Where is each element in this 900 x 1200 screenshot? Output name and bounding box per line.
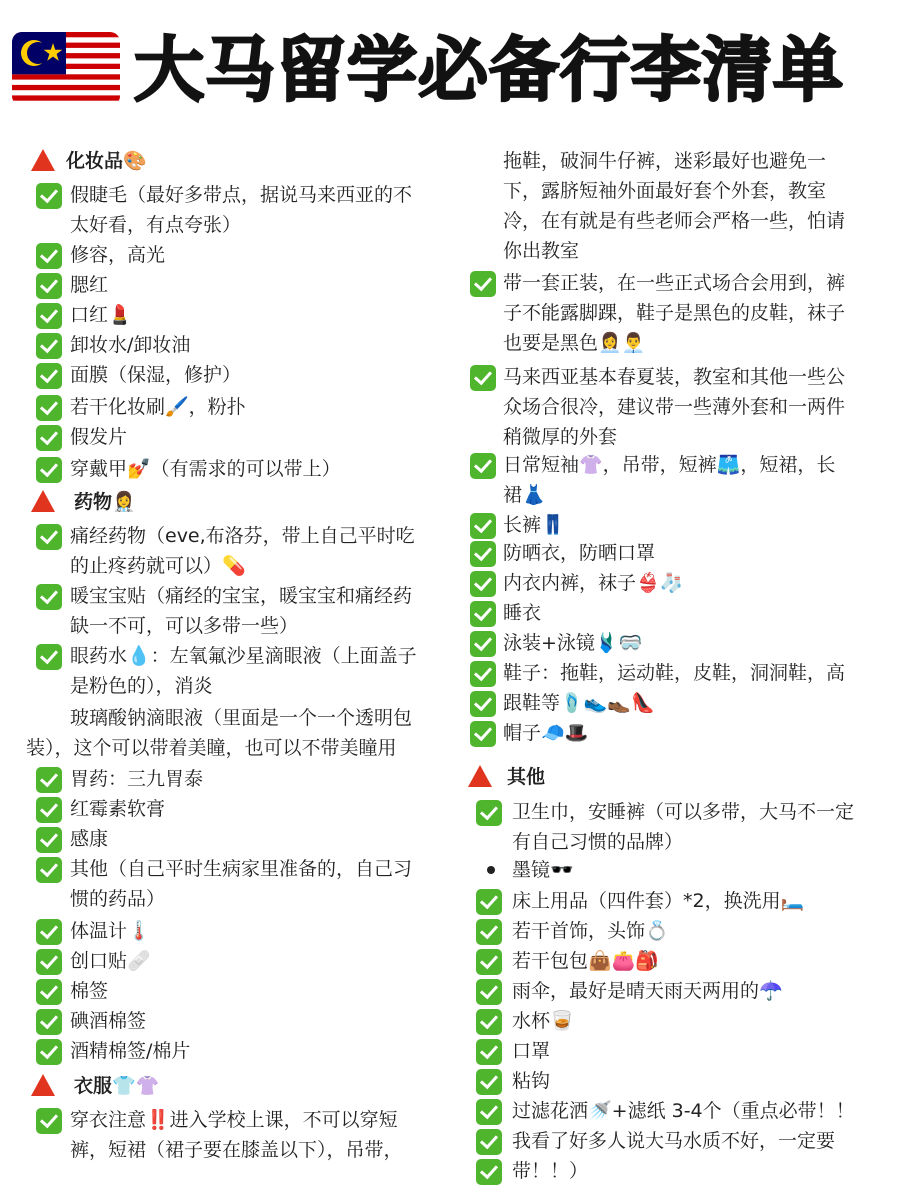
list-item: 我看了好多人说大马水质不好，一定要 <box>512 1130 836 1152</box>
list-item-continuation: 冷，在有就是有些老师会严格一些，怕请 <box>503 210 846 232</box>
green-check-icon <box>470 571 496 597</box>
list-item: 雨伞，最好是晴天雨天两用的☂️ <box>512 980 783 1002</box>
list-item: 卸妆水/卸妆油 <box>70 334 191 356</box>
green-check-icon <box>476 979 502 1005</box>
list-item: 面膜（保湿，修护） <box>70 364 242 386</box>
green-check-icon <box>470 453 496 479</box>
list-item: 若干首饰，头饰💍 <box>512 920 669 942</box>
list-item: 胃药：三九胃泰 <box>70 768 204 790</box>
list-item-continuation: 众场合很冷，建议带一些薄外套和一两件 <box>503 396 846 418</box>
green-check-icon <box>36 1039 62 1065</box>
list-item: 假睫毛（最好多带点，据说马来西亚的不 <box>70 184 413 206</box>
list-item-continuation: 缺一不可，可以多带一些） <box>70 615 299 637</box>
section-heading-clothes: 衣服👕👚 <box>74 1075 160 1097</box>
green-check-icon <box>36 857 62 883</box>
green-check-icon <box>470 601 496 627</box>
list-item: 腮红 <box>70 274 109 296</box>
list-item-continuation: 装），这个可以带着美瞳，也可以不带美瞳用 <box>26 737 397 759</box>
list-item: 创口贴🩹 <box>70 950 151 972</box>
page-title: 大马留学必备行李清单 <box>134 29 844 111</box>
green-check-icon <box>476 1159 502 1185</box>
list-item: 感康 <box>70 828 109 850</box>
list-item: 口罩 <box>512 1040 551 1062</box>
green-check-icon <box>36 363 62 389</box>
list-item: 床上用品（四件套）*2，换洗用🛏️ <box>512 890 805 912</box>
section-heading-cosmetics: 化妆品🎨 <box>66 150 147 172</box>
green-check-icon <box>36 1009 62 1035</box>
list-item: 鞋子：拖鞋，运动鞋，皮鞋，洞洞鞋，高 <box>503 662 846 684</box>
list-item: 带一套正装，在一些正式场合会用到，裤 <box>503 272 846 294</box>
list-item-continuation: 的止疼药就可以）💊 <box>70 555 246 577</box>
green-check-icon <box>36 827 62 853</box>
list-item-continuation: 太好看，有点夸张） <box>70 214 242 236</box>
list-item-continuation: 带！！） <box>512 1160 589 1182</box>
list-item-continuation: 稍微厚的外套 <box>503 426 618 448</box>
list-item: 内衣内裤，袜子👙🧦 <box>503 572 684 594</box>
list-item-continuation: 有自己习惯的品牌） <box>512 831 684 853</box>
list-item-continuation: 子不能露脚踝，鞋子是黑色的皮鞋，袜子 <box>503 302 846 324</box>
green-check-icon <box>470 365 496 391</box>
green-check-icon <box>36 457 62 483</box>
red-triangle-icon <box>30 1073 56 1097</box>
list-item: 睡衣 <box>503 602 542 624</box>
list-item: 体温计🌡️ <box>70 920 151 942</box>
green-check-icon <box>470 271 496 297</box>
green-check-icon <box>36 1108 62 1134</box>
bullet-dot-icon <box>487 866 495 874</box>
list-item: 碘酒棉签 <box>70 1010 147 1032</box>
list-item: 红霉素软膏 <box>70 798 166 820</box>
green-check-icon <box>36 644 62 670</box>
list-item: 卫生巾，安睡裤（可以多带，大马不一定 <box>512 801 855 823</box>
list-item: 帽子🧢🎩 <box>503 722 589 744</box>
list-item: 眼药水💧：左氧氟沙星滴眼液（上面盖子 <box>70 645 417 667</box>
list-item: 酒精棉签/棉片 <box>70 1040 191 1062</box>
green-check-icon <box>36 243 62 269</box>
list-item-continuation: 裙👗 <box>503 484 546 506</box>
green-check-icon <box>36 183 62 209</box>
list-item-continuation: 是粉色的），消炎 <box>70 675 213 697</box>
list-item: 暖宝宝贴（痛经的宝宝，暖宝宝和痛经药 <box>70 585 413 607</box>
list-item-continuation: 玻璃酸钠滴眼液（里面是一个一个透明包 <box>70 707 413 729</box>
list-item: 穿衣注意‼️进入学校上课，不可以穿短 <box>70 1109 398 1131</box>
list-item: 痛经药物（eve,布洛芬，带上自己平时吃 <box>70 525 415 547</box>
green-check-icon <box>470 721 496 747</box>
green-check-icon <box>36 425 62 451</box>
list-item: 日常短袖👚，吊带，短裤🩳，短裙，长 <box>503 454 836 476</box>
green-check-icon <box>476 919 502 945</box>
green-check-icon <box>36 395 62 421</box>
list-item-continuation: 你出教室 <box>503 240 580 262</box>
green-check-icon <box>36 333 62 359</box>
malaysia-flag-icon <box>12 32 120 106</box>
list-item: 假发片 <box>70 426 128 448</box>
red-triangle-icon <box>467 764 493 788</box>
red-triangle-icon <box>30 489 56 513</box>
green-check-icon <box>476 889 502 915</box>
list-item: 若干包包👜👛🎒 <box>512 950 659 972</box>
green-check-icon <box>470 631 496 657</box>
list-item-continuation: 拖鞋，破洞牛仔裤，迷彩最好也避免一 <box>503 150 827 172</box>
green-check-icon <box>36 919 62 945</box>
list-item: 水杯🥃 <box>512 1010 574 1032</box>
list-item: 防晒衣，防晒口罩 <box>503 542 656 564</box>
list-item: 修容，高光 <box>70 244 166 266</box>
list-item: 粘钩 <box>512 1070 551 1092</box>
list-item: 跟鞋等🩴👟👞👠 <box>503 692 655 714</box>
list-item-continuation: 惯的药品） <box>70 888 166 910</box>
green-check-icon <box>476 1069 502 1095</box>
green-check-icon <box>470 541 496 567</box>
green-check-icon <box>470 513 496 539</box>
green-check-icon <box>470 661 496 687</box>
red-triangle-icon <box>30 148 56 172</box>
section-heading-other: 其他 <box>507 766 546 788</box>
page-header <box>0 0 900 130</box>
green-check-icon <box>476 1099 502 1125</box>
green-check-icon <box>476 1129 502 1155</box>
list-item-continuation: 裤，短裙（裙子要在膝盖以下），吊带， <box>70 1139 403 1161</box>
green-check-icon <box>36 949 62 975</box>
green-check-icon <box>36 979 62 1005</box>
list-item: 长裤👖 <box>503 514 565 536</box>
green-check-icon <box>470 691 496 717</box>
list-item: 过滤花洒🚿+滤纸 3-4个（重点必带！！ <box>512 1100 855 1122</box>
list-item: 泳装+泳镜🩱🥽 <box>503 632 643 654</box>
list-item: 若干化妆刷🖌️，粉扑 <box>70 396 246 418</box>
green-check-icon <box>476 800 502 826</box>
list-item: 墨镜🕶️ <box>512 859 574 881</box>
list-item-continuation: 也要是黑色👩‍💼👨‍💼 <box>503 332 646 354</box>
green-check-icon <box>36 584 62 610</box>
green-check-icon <box>476 949 502 975</box>
list-item: 穿戴甲💅（有需求的可以带上） <box>70 458 341 480</box>
section-heading-medicine: 药物👩‍⚕️ <box>74 491 136 513</box>
list-item: 其他（自己平时生病家里准备的，自己习 <box>70 858 413 880</box>
green-check-icon <box>36 767 62 793</box>
green-check-icon <box>476 1039 502 1065</box>
green-check-icon <box>36 524 62 550</box>
list-item: 棉签 <box>70 980 109 1002</box>
green-check-icon <box>36 273 62 299</box>
list-item: 马来西亚基本春夏装，教室和其他一些公 <box>503 366 846 388</box>
list-item-continuation: 下，露脐短袖外面最好套个外套，教室 <box>503 180 827 202</box>
green-check-icon <box>36 303 62 329</box>
list-item: 口红💄 <box>70 304 132 326</box>
green-check-icon <box>476 1009 502 1035</box>
green-check-icon <box>36 797 62 823</box>
